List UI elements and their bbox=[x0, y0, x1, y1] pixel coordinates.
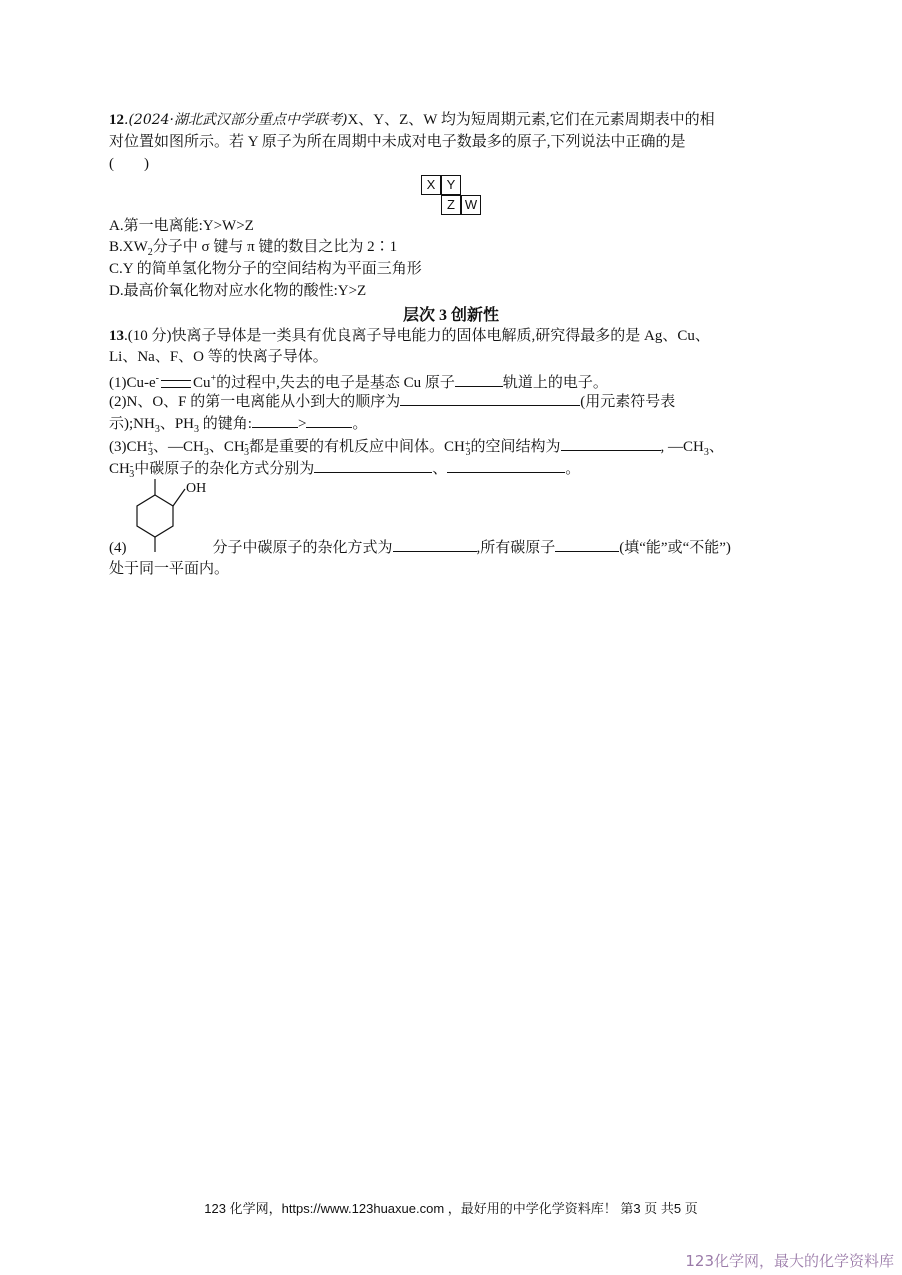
q13-p2-text: (2)N、O、F 的第一电离能从小到大的顺序为 bbox=[109, 394, 401, 410]
q13-head-2: Li、Na、F、O 等的快离子导体。 bbox=[109, 349, 328, 365]
q13-head-1: .(10 分)快离子导体是一类具有优良离子导电能力的固体电解质,研究得最多的是 Ag、Cu、 bbox=[124, 328, 710, 344]
grid-cell-z: Z bbox=[441, 195, 461, 215]
q12-stem-2: 对位置如图所示。若 Y 原子为所在周期中未成对电子数最多的原子,下列说法中正确的是 bbox=[109, 134, 686, 150]
q12-option-c: C.Y 的简单氢化物分子的空间结构为平面三角形 bbox=[109, 261, 422, 277]
oh-bond bbox=[173, 489, 185, 506]
q13-p4-text-2: ,所有碳原子 bbox=[476, 540, 556, 556]
q13-p2-angle: 的键角: bbox=[199, 416, 252, 432]
q13-part-2b: 示)$;NH_3$、$PH_3$ 的键角: > 。 bbox=[109, 413, 367, 440]
q12-number: 12 bbox=[109, 112, 124, 128]
q13-p3-sep-2: 、 bbox=[432, 461, 448, 477]
q13-number: 13 bbox=[109, 328, 124, 344]
q12-option-d: D.最高价氧化物对应水化物的酸性:Y>Z bbox=[109, 283, 367, 299]
q13-p4-end: 处于同一平面内。 bbox=[109, 561, 230, 577]
q13-p3-methyl-2: , —CH bbox=[660, 439, 704, 455]
q13-part-1: (1)Cu-e- Cu+的过程中,失去的电子是基态 Cu 原子 轨道上的电子。 bbox=[109, 373, 608, 391]
q13-part-2 bbox=[109, 391, 675, 412]
q13-p2-nh3: 示);NH bbox=[109, 416, 155, 432]
answer-blank[interactable] bbox=[393, 537, 477, 552]
answer-blank[interactable] bbox=[252, 413, 298, 428]
grid-cell-x: X bbox=[421, 175, 441, 195]
q12-option-b-subscript: 2 bbox=[147, 247, 153, 258]
q12-option-b-formula: B.XW bbox=[109, 239, 148, 255]
q13-p2-ph3: 、PH bbox=[159, 416, 195, 432]
q12-option-b-text: 分子中 σ 键与 π 键的数目之比为 2∶1 bbox=[152, 239, 398, 255]
q13-p3-ch3-cation: (3)CH bbox=[109, 439, 148, 455]
q13-line-1 bbox=[109, 326, 710, 346]
page-footer: 123 化学网，https://www.123huaxue.com ，最好用的中学化学资料库！ 第3 页 共5 页 bbox=[204, 1201, 698, 1216]
q13-p2-gt: > bbox=[297, 416, 307, 432]
q13-p3-end: 。 bbox=[565, 461, 581, 477]
q12-stem-1: X、Y、Z、W 均为短周期元素,它们在元素周期表中的相 bbox=[347, 112, 715, 128]
q13-p3-text-2: 的空间结构为 bbox=[470, 439, 561, 455]
q13-part-3: $(3)CH_{+3}$、$—CH_3$、$CH_{-3}$都是重要的有机反应中间体。$CH_{+3}$的空间结构为 , $—CH_3$、 bbox=[109, 436, 724, 463]
answer-blank[interactable] bbox=[561, 436, 661, 451]
q12-answer-paren: ( ) bbox=[109, 156, 149, 172]
q13-p1-formula: (1)Cu-e bbox=[109, 375, 156, 391]
q13-p2-end: 。 bbox=[352, 416, 368, 432]
q13-p3-ch3-anion-2: CH bbox=[109, 461, 130, 477]
answer-blank[interactable] bbox=[447, 458, 565, 473]
watermark: 123化学网，最大的化学资料库 bbox=[685, 1252, 894, 1270]
q13-p2-text-2: (用元素符号表 bbox=[580, 394, 676, 410]
answer-blank[interactable] bbox=[455, 372, 503, 387]
equation-arrow bbox=[161, 380, 191, 388]
q13-p3-text-3: 中碳原子的杂化方式分别为 bbox=[134, 461, 315, 477]
q12-line-1 bbox=[109, 110, 715, 130]
oh-label: OH bbox=[186, 481, 207, 496]
grid-cell-w: W bbox=[461, 195, 481, 215]
answer-blank[interactable] bbox=[555, 537, 619, 552]
q13-p4-label: (4) bbox=[109, 540, 127, 556]
answer-blank[interactable] bbox=[306, 413, 352, 428]
section-title: 层次 3 创新性 bbox=[402, 307, 499, 324]
q12-source: .(2024·湖北武汉部分重点中学联考) bbox=[124, 112, 348, 128]
q13-p1-text: 的过程中,失去的电子是基态 Cu 原子 bbox=[216, 375, 455, 391]
q13-p3-sep: 、 bbox=[708, 439, 724, 455]
cyclohexane-ring bbox=[137, 495, 173, 537]
q13-p3-ch3-anion: 、CH bbox=[208, 439, 245, 455]
q13-p1-end: 轨道上的电子。 bbox=[502, 375, 608, 391]
q13-part-4 bbox=[109, 537, 731, 558]
q13-p4-text-3: (填“能”或“不能”) bbox=[619, 540, 731, 556]
q13-p4-text: 分子中碳原子的杂化方式为 bbox=[212, 540, 393, 556]
q13-p3-text: 都是重要的有机反应中间体。CH bbox=[249, 439, 465, 455]
q12-option-a: A.第一电离能:Y>W>Z bbox=[109, 218, 254, 234]
answer-blank[interactable] bbox=[400, 391, 580, 406]
grid-cell-y: Y bbox=[441, 175, 461, 195]
q13-part-3b: $CH_{-3}$中碳原子的杂化方式分别为 、 。 bbox=[109, 458, 580, 485]
answer-blank[interactable] bbox=[314, 458, 432, 473]
q13-p3-methyl: 、—CH bbox=[152, 439, 204, 455]
q13-p1-product: Cu bbox=[193, 375, 211, 391]
